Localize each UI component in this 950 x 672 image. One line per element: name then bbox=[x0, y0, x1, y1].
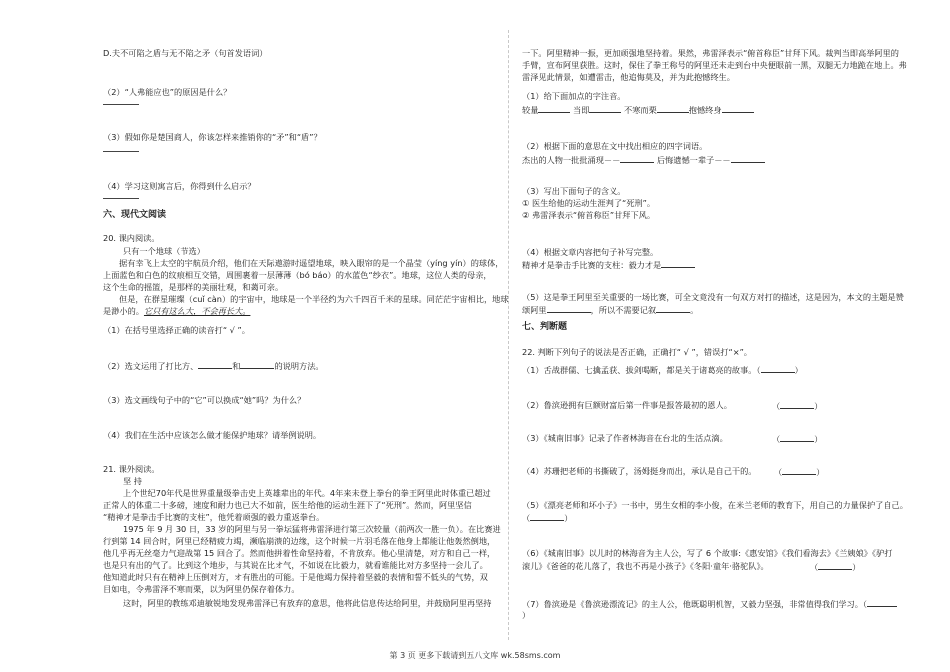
sentence: 精神才是拳击手比赛的支柱：毅力才是 bbox=[522, 260, 662, 270]
idiom-blanks bbox=[522, 154, 765, 166]
question-2: （2）“人弗能应也”的原因是什么？ bbox=[103, 87, 232, 97]
question-4: （4）学习这则寓言后，你得到什么启示？ bbox=[103, 181, 256, 191]
question-text: 的说明方法。 bbox=[274, 361, 324, 371]
question-21-2: （2）根据下面的意思在文中找出相应的四字词语。 bbox=[522, 141, 708, 151]
paren: ） bbox=[816, 467, 825, 477]
answer-line bbox=[103, 198, 139, 199]
answer-line bbox=[103, 104, 139, 105]
statement: （1）舌战群儒、七擒孟获、拔剑喝断，都是关于诸葛亮的故事。（ bbox=[522, 365, 761, 375]
paren: ） bbox=[852, 562, 861, 572]
question-20: 20. 课内阅读。 bbox=[103, 233, 160, 243]
completion-line bbox=[522, 259, 695, 271]
meaning: 后悔遗憾一辈子－－ bbox=[656, 155, 731, 165]
judgement-6-cont: 滚儿》《爸爸的花儿落了，我也不再是小孩子》《冬阳·童年·骆驼队》。 bbox=[522, 561, 769, 571]
section-heading-6: 六、现代文阅读 bbox=[103, 210, 167, 220]
paren: ） bbox=[564, 513, 573, 523]
passage-line: 上个世纪70年代是世界重量级拳击史上英雄辈出的年代。4年来未登上拳台的拳王阿里此时体重已超过 bbox=[123, 488, 491, 498]
option-d: D.夫不可陷之盾与无不陷之矛（句首发语词） bbox=[103, 48, 268, 58]
fill-blank[interactable] bbox=[538, 104, 570, 113]
paren: ） bbox=[794, 365, 803, 375]
judgement-6: （6）《城南旧事》以儿时的林海音为主人公，写了 6 个故事:《惠安馆》《我们看海去》《兰姨娘》《驴打 bbox=[522, 548, 893, 558]
word: 不寒而栗 bbox=[624, 105, 657, 115]
question-21: 21. 课外阅读。 bbox=[103, 464, 160, 474]
answer-blank[interactable] bbox=[780, 400, 814, 409]
passage-line: 行到第 14 回合时，阿里已经精疲力竭，濒临崩溃的边缘，这个时候一片羽毛落在他身上都能让他轰然倒地， bbox=[103, 536, 496, 546]
question-20-4: （4）我们在生活中应该怎么做才能保护地球？请举例说明。 bbox=[103, 430, 322, 440]
question-21-4: （4）根据文章内容把句子补写完整。 bbox=[522, 247, 659, 257]
question-20-3: （3）选文画线句子中的“它”可以换成“她”吗？为什么？ bbox=[103, 395, 306, 405]
underlined-sentence: 它只有这么大，不会再长大。 bbox=[143, 306, 251, 316]
question-21-3: （3）写出下面句子的含义。 bbox=[522, 186, 626, 196]
answer-line bbox=[103, 151, 139, 152]
judgement-4: （4）苏珊把老师的书撕破了，汤姆挺身而出，承认是自己干的。 bbox=[522, 466, 757, 476]
judgement-7 bbox=[522, 598, 897, 610]
answer-blank[interactable] bbox=[761, 364, 795, 373]
fill-blank[interactable] bbox=[722, 104, 754, 113]
paren: （ bbox=[772, 401, 781, 411]
question-21-5-cont bbox=[522, 304, 698, 316]
passage-line: 正常人的体重二十多磅，速度和耐力也已大不如前，医生给他的运动生涯下了“死刑”。然而，阿里坚信 bbox=[103, 500, 472, 510]
judgement-7-close: ） bbox=[522, 610, 531, 620]
passage-line: 上面蓝色和白色的纹痕相互交错，周围裹着一层薄薄（bó báo）的水蓝色“纱衣”。地球，这位人类的母亲， bbox=[103, 270, 492, 280]
fill-blank[interactable] bbox=[661, 259, 695, 268]
fill-blank[interactable] bbox=[656, 304, 690, 313]
paren: （ bbox=[810, 562, 819, 572]
answer-blank[interactable] bbox=[530, 512, 564, 521]
passage-line: 一下。阿里精神一振，更加顽强地坚持着。果然，弗雷泽表示“俯首称臣”甘拜下风。裁判当即高举阿里的 bbox=[522, 48, 899, 58]
passage-title: 只有一个地球（节选） bbox=[123, 246, 205, 256]
passage-line: 雷泽见此情景，如遭雷击，他追悔莫及，并为此抱憾终生。 bbox=[522, 72, 735, 82]
passage-line: 也是只有出的气了。比到这个地步，与其说在比オ气，不如说在比毅力，就看谁能比对方多坚持一会儿了。 bbox=[103, 560, 488, 570]
text: ，所以不需要记叙 bbox=[590, 305, 657, 315]
fill-blank[interactable] bbox=[620, 154, 654, 163]
passage-line: 但是，在群星璀璨（cuǐ càn）的宇宙中，地球是一个半径约为六千四百千米的星球。同茫茫宇宙相比，地球 bbox=[119, 294, 509, 304]
fill-blank[interactable] bbox=[547, 304, 591, 313]
question-21-1: （1）给下面加点的字注音。 bbox=[522, 91, 626, 101]
paren: ） bbox=[814, 401, 823, 411]
question-3: （3）假如你是楚国商人，你该怎样来推销你的“矛”和“盾”？ bbox=[103, 132, 322, 142]
pinyin-blanks bbox=[522, 104, 754, 116]
paren: （ bbox=[774, 467, 783, 477]
passage-line: 1975 年 9 月 30 日，33 岁的阿里与另一拳坛猛将弗雷泽进行第三次较量（前两次一胜一负）。在比赛进 bbox=[123, 524, 501, 534]
text: 。 bbox=[690, 305, 699, 315]
answer-blank[interactable] bbox=[780, 433, 814, 442]
judgement-6-answer bbox=[810, 561, 860, 573]
meaning: 杰出的人物一批批涌现－－ bbox=[522, 155, 621, 165]
sentence-2: ② 弗雷泽表示“俯首称臣”甘拜下风。 bbox=[522, 210, 656, 220]
passage-line: 这时，阿里的教练邓迪敏锐地发现弗雷泽已有放弃的意思，他将此信息传达给阿里，并鼓励阿里再坚持 bbox=[123, 598, 492, 608]
question-text: （2）选文运用了打比方、 bbox=[103, 361, 199, 371]
question-20-2 bbox=[103, 360, 324, 372]
fill-blank[interactable] bbox=[657, 104, 689, 113]
judgement-5: （5）《漂亮老师和坏小子》一书中，男生女相的李小俊，在米兰老师的教育下，用自己的力量保护了自己。 bbox=[522, 500, 908, 510]
passage-line bbox=[103, 306, 250, 317]
passage-line: 这个生命的摇篮，是那样的美丽壮观，和蔼可亲。 bbox=[103, 282, 284, 292]
answer-blank[interactable] bbox=[867, 598, 897, 607]
sentence-1: ① 医生给他的运动生涯判了“死刑”。 bbox=[522, 198, 656, 208]
question-20-1: （1）在括号里选择正确的读音打“ √ ”。 bbox=[103, 325, 250, 335]
column-divider bbox=[508, 30, 509, 640]
answer-blank[interactable] bbox=[818, 561, 852, 570]
passage-line: 手臂，宣布阿里获胜。这时，保住了拳王称号的阿里还未走到台中央便眼前一黑，双腿无力地跪在地上。弗 bbox=[522, 60, 907, 70]
section-heading-7: 七、判断题 bbox=[522, 322, 568, 332]
fill-blank[interactable] bbox=[589, 104, 621, 113]
judgement-2: （2）鲁滨逊拥有巨额财富后第一件事是报答最初的恩人。 bbox=[522, 400, 732, 410]
paren: ） bbox=[814, 434, 823, 444]
page-footer: 第 3 页 更多下载请到五八文库 wk.58sms.com bbox=[389, 651, 561, 660]
question-text: 和 bbox=[232, 361, 241, 371]
statement: （7）鲁滨逊是《鲁滨逊漂流记》的主人公，他既聪明机智，又毅力坚强，非常值得我们学习。（ bbox=[522, 599, 867, 609]
judgement-3: （3）《城南旧事》记录了作者林海音在台北的生活点滴。 bbox=[522, 433, 728, 443]
text: 颂阿里 bbox=[522, 305, 547, 315]
word: 抱憾终身 bbox=[688, 105, 722, 115]
passage-line: 他知道此时只有在精神上压倒对方，オ有胜出的可能。于是他竭力保持着坚毅的表情和誓不低头的气势，双 bbox=[103, 572, 488, 582]
word: 较量 bbox=[522, 105, 539, 115]
judgement-3-answer bbox=[772, 433, 822, 445]
passage-line: 目如电，令弗雷泽不寒而栗，以为阿里仍保存着体力。 bbox=[103, 584, 300, 594]
judgement-1 bbox=[522, 364, 803, 376]
passage-title: 坚 持 bbox=[123, 476, 142, 486]
question-21-5: （5）这是拳王阿里至关重要的一场比赛，可全文竟没有一句双方对打的描述，这是因为，本文的主题是赞 bbox=[522, 292, 904, 302]
judgement-2-answer bbox=[772, 400, 822, 412]
paren: （ bbox=[522, 513, 531, 523]
answer-blank[interactable] bbox=[782, 466, 816, 475]
passage-text: 是渺小的。 bbox=[103, 306, 144, 316]
judgement-4-answer bbox=[774, 466, 824, 478]
judgement-5-answer bbox=[522, 512, 572, 524]
fill-blank[interactable] bbox=[731, 154, 765, 163]
passage-line: 他几乎再无丝毫力气迎战第 15 回合了。然而他拼着性命坚持着，不肯放弃。他心里清楚，对方和自己一样， bbox=[103, 548, 496, 558]
passage-line: 据有幸飞上太空的宇航员介绍，他们在天际遨游时遥望地球，映入眼帘的是一个晶莹（yíng yín）的球体， bbox=[119, 258, 504, 268]
fill-blank[interactable] bbox=[198, 360, 232, 369]
passage-line: “精神才是拳击手比赛的支柱”，他凭着顽强的毅力重返拳台。 bbox=[103, 512, 325, 522]
word: 当即 bbox=[573, 105, 590, 115]
fill-blank[interactable] bbox=[240, 360, 274, 369]
question-22: 22. 判断下列句子的说法是否正确，正确打“ √ ”，错误打“×”。 bbox=[522, 347, 752, 357]
paren: （ bbox=[772, 434, 781, 444]
